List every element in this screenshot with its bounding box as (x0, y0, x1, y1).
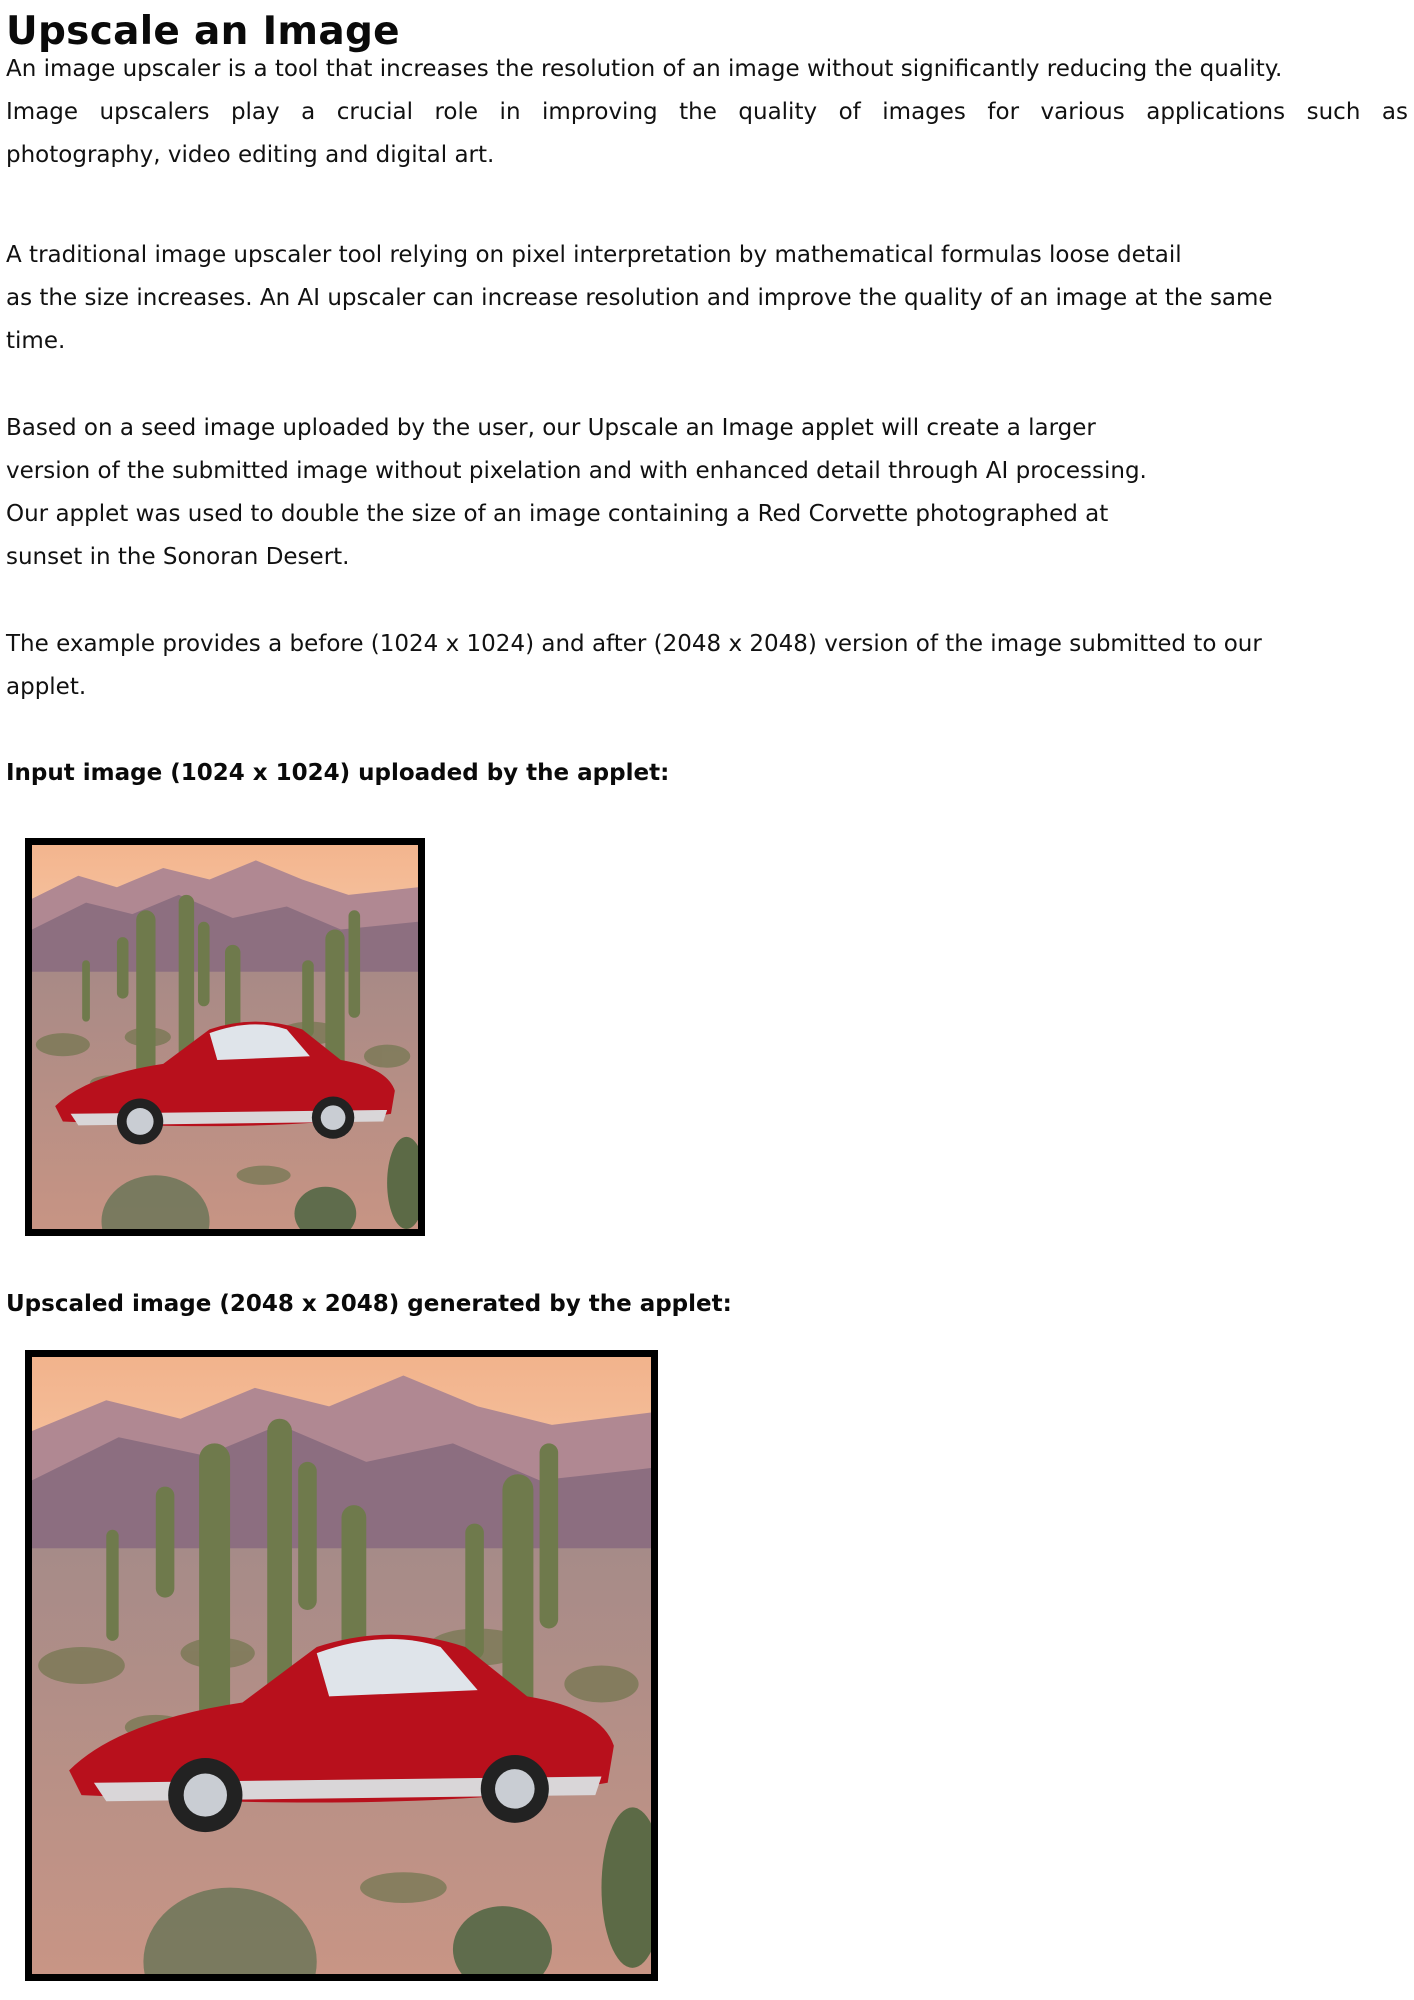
paragraph-line: An image upscaler is a tool that increases the resolution of an image without significantly reducing the quality. (6, 56, 1283, 82)
output-image-heading: Upscaled image (2048 x 2048) generated by the applet: (6, 1291, 732, 1317)
paragraph-line: A traditional image upscaler tool relying on pixel interpretation by mathematical formulas loose detail (6, 242, 1182, 268)
paragraph-line: Image upscalers play a crucial role in improving the quality of images for various applications such as (6, 99, 1408, 125)
paragraph-applet-description (6, 407, 1147, 579)
paragraph-traditional-vs-ai (6, 234, 1273, 363)
paragraph-line: The example provides a before (1024 x 1024) and after (2048 x 2048) version of the image submitted to our (6, 631, 1262, 657)
paragraph-line: Our applet was used to double the size of an image containing a Red Corvette photographed at (6, 501, 1109, 527)
paragraph-line: applet. (6, 674, 87, 700)
paragraph-line: photography, video editing and digital art. (6, 142, 495, 168)
paragraph-line: as the size increases. An AI upscaler can increase resolution and improve the quality of an image at the same (6, 285, 1273, 311)
page-title: Upscale an Image (6, 9, 400, 54)
paragraph-intro (6, 48, 1408, 177)
upscaled-image-photo (32, 1357, 651, 1974)
paragraph-line: time. (6, 328, 66, 354)
paragraph-line: Based on a seed image uploaded by the user, our Upscale an Image applet will create a larger (6, 415, 1096, 441)
input-image (25, 838, 425, 1236)
paragraph-example (6, 623, 1262, 709)
paragraph-line: version of the submitted image without pixelation and with enhanced detail through AI processing. (6, 458, 1147, 484)
input-image-photo (32, 845, 418, 1229)
input-image-heading: Input image (1024 x 1024) uploaded by the applet: (6, 760, 670, 786)
paragraph-line: sunset in the Sonoran Desert. (6, 544, 350, 570)
upscaled-image (25, 1350, 658, 1981)
